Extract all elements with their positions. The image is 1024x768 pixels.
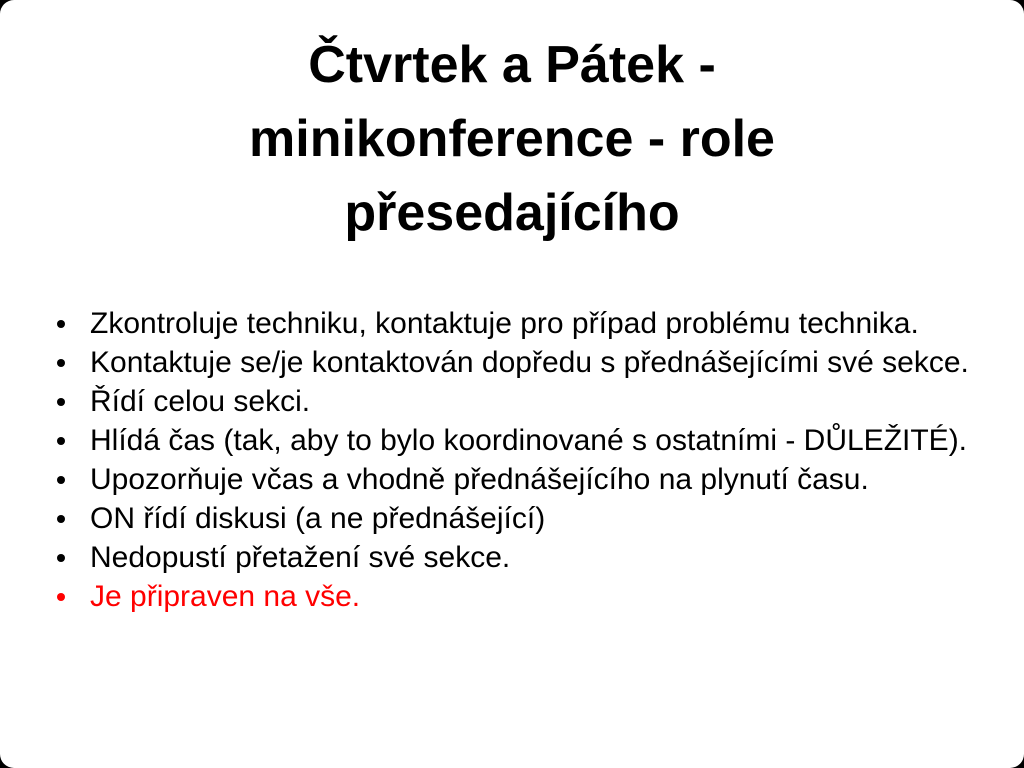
bullet-item [90,304,1000,343]
bullet-item [90,421,1000,460]
bullet-icon [57,359,65,367]
bullet-icon [57,320,65,328]
bullet-item [90,499,1000,538]
bullet-text: ON řídí diskusi (a ne přednášející) [90,502,546,535]
bullet-list [90,304,1000,616]
bullet-item [90,577,1000,616]
bullet-item [90,382,1000,421]
bullet-item [90,343,1000,382]
bullet-icon [57,554,65,562]
bullet-icon [57,593,65,601]
bullet-icon [57,515,65,523]
bullet-text: Nedopustí přetažení své sekce. [90,541,511,574]
bullet-icon [57,476,65,484]
bullet-text: Zkontroluje techniku, kontaktuje pro případ problému technika. [90,307,919,340]
bullet-text: Řídí celou sekci. [90,385,311,418]
bullet-icon [57,398,65,406]
bullet-item [90,460,1000,499]
bullet-text: Kontaktuje se/je kontaktován dopředu s přednášejícími své sekce. [90,346,969,379]
slide-title: Čtvrtek a Pátek - minikonference - role přesedajícího [249,36,775,242]
bullet-text: Hlídá čas (tak, aby to bylo koordinované s ostatními - DŮLEŽITÉ). [90,424,968,457]
bullet-text: Je připraven na vše. [90,580,361,613]
bullet-item [90,538,1000,577]
bullet-icon [57,437,65,445]
bullet-text: Upozorňuje včas a vhodně přednášejícího na plynutí času. [90,463,869,496]
